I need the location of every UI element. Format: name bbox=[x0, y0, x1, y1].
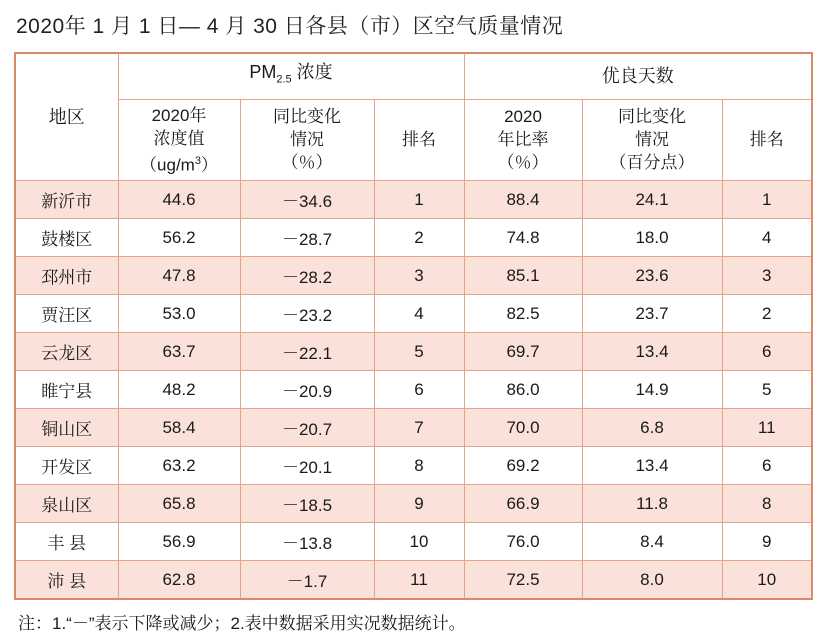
row-pm25-value: 63.7 bbox=[118, 333, 240, 371]
table-row bbox=[15, 561, 812, 600]
row-pm25-rank: 10 bbox=[374, 523, 464, 561]
header-pm25-value-line2: 浓度值 bbox=[153, 128, 205, 148]
table-row bbox=[15, 523, 812, 561]
table-row bbox=[15, 257, 812, 295]
row-days-rank: 1 bbox=[722, 181, 812, 219]
table-note: 注：1.“－”表示下降或减少；2.表中数据采用实况数据统计。 bbox=[18, 614, 466, 634]
table-row bbox=[15, 485, 812, 523]
row-pm25-value: 47.8 bbox=[118, 257, 240, 295]
row-days-rank: 4 bbox=[722, 219, 812, 257]
header-group-pm25-prefix: PM bbox=[249, 62, 277, 82]
table-header-group-row bbox=[15, 53, 812, 99]
header-group-pm25-suffix: 浓度 bbox=[291, 62, 333, 82]
header-pm25-unit-suffix: ） bbox=[200, 155, 218, 175]
header-group-good-days: 优良天数 bbox=[464, 53, 812, 99]
row-pm25-rank: 9 bbox=[374, 485, 464, 523]
row-pm25-value: 58.4 bbox=[118, 409, 240, 447]
row-days-rank: 11 bbox=[722, 409, 812, 447]
header-group-pm25-subscript: 2.5 bbox=[276, 73, 292, 86]
header-pm25-value-line1: 2020年 bbox=[151, 105, 207, 125]
row-pm25-change: －20.1 bbox=[240, 447, 374, 485]
row-region: 泉山区 bbox=[15, 485, 118, 523]
header-pm25-unit-prefix: （ug/m bbox=[140, 155, 195, 175]
row-days-change: 8.0 bbox=[582, 561, 722, 600]
row-region: 开发区 bbox=[15, 447, 118, 485]
header-pm25-value bbox=[118, 99, 240, 181]
row-region: 云龙区 bbox=[15, 333, 118, 371]
row-pm25-rank: 3 bbox=[374, 257, 464, 295]
row-pm25-change: －1.7 bbox=[240, 561, 374, 600]
header-pm25-unit-superscript: 3 bbox=[194, 154, 201, 167]
row-pm25-value: 63.2 bbox=[118, 447, 240, 485]
row-days-rate: 70.0 bbox=[464, 409, 582, 447]
row-pm25-change: －34.6 bbox=[240, 181, 374, 219]
row-days-rank: 3 bbox=[722, 257, 812, 295]
table-row bbox=[15, 181, 812, 219]
row-days-rate: 69.7 bbox=[464, 333, 582, 371]
row-days-rank: 8 bbox=[722, 485, 812, 523]
row-pm25-rank: 2 bbox=[374, 219, 464, 257]
header-days-rate bbox=[464, 99, 582, 181]
row-days-rank: 10 bbox=[722, 561, 812, 600]
row-pm25-change: －18.5 bbox=[240, 485, 374, 523]
row-pm25-rank: 4 bbox=[374, 295, 464, 333]
row-days-rate: 85.1 bbox=[464, 257, 582, 295]
row-pm25-change: －20.9 bbox=[240, 371, 374, 409]
header-pm25-change-line2: 情况 bbox=[290, 130, 324, 150]
row-days-rank: 6 bbox=[722, 447, 812, 485]
row-region: 新沂市 bbox=[15, 181, 118, 219]
header-region: 地区 bbox=[15, 53, 118, 181]
row-days-change: 13.4 bbox=[582, 447, 722, 485]
header-days-rank: 排名 bbox=[722, 99, 812, 181]
row-pm25-rank: 8 bbox=[374, 447, 464, 485]
row-days-change: 18.0 bbox=[582, 219, 722, 257]
header-days-rate-line2: 年比率 bbox=[497, 130, 549, 150]
row-days-rate: 76.0 bbox=[464, 523, 582, 561]
row-pm25-change: －28.7 bbox=[240, 219, 374, 257]
row-days-change: 23.6 bbox=[582, 257, 722, 295]
row-pm25-change: －20.7 bbox=[240, 409, 374, 447]
page-title: 2020年 1 月 1 日— 4 月 30 日各县（市）区空气质量情况 bbox=[16, 15, 564, 38]
header-pm25-rank: 排名 bbox=[374, 99, 464, 181]
row-days-rate: 74.8 bbox=[464, 219, 582, 257]
row-days-rate: 86.0 bbox=[464, 371, 582, 409]
table-row bbox=[15, 295, 812, 333]
air-quality-table bbox=[14, 52, 813, 600]
row-days-rate: 69.2 bbox=[464, 447, 582, 485]
row-pm25-rank: 7 bbox=[374, 409, 464, 447]
row-pm25-value: 53.0 bbox=[118, 295, 240, 333]
row-pm25-value: 62.8 bbox=[118, 561, 240, 600]
row-days-change: 23.7 bbox=[582, 295, 722, 333]
row-days-rate: 82.5 bbox=[464, 295, 582, 333]
row-pm25-change: －23.2 bbox=[240, 295, 374, 333]
row-pm25-rank: 5 bbox=[374, 333, 464, 371]
row-days-change: 24.1 bbox=[582, 181, 722, 219]
row-region: 贾汪区 bbox=[15, 295, 118, 333]
row-days-change: 6.8 bbox=[582, 409, 722, 447]
row-pm25-value: 48.2 bbox=[118, 371, 240, 409]
header-days-change-line3: （百分点） bbox=[609, 153, 695, 173]
table-header-sub-row bbox=[15, 99, 812, 181]
header-days-rate-line3: （％） bbox=[497, 153, 549, 173]
table-row bbox=[15, 333, 812, 371]
row-days-change: 13.4 bbox=[582, 333, 722, 371]
row-pm25-value: 65.8 bbox=[118, 485, 240, 523]
row-region: 铜山区 bbox=[15, 409, 118, 447]
row-days-rate: 88.4 bbox=[464, 181, 582, 219]
row-days-change: 14.9 bbox=[582, 371, 722, 409]
row-days-rank: 2 bbox=[722, 295, 812, 333]
header-pm25-change-line1: 同比变化 bbox=[273, 107, 341, 127]
row-pm25-rank: 1 bbox=[374, 181, 464, 219]
row-pm25-value: 44.6 bbox=[118, 181, 240, 219]
row-pm25-value: 56.2 bbox=[118, 219, 240, 257]
row-days-rank: 5 bbox=[722, 371, 812, 409]
header-pm25-change-line3: （％） bbox=[281, 153, 333, 173]
row-pm25-change: －28.2 bbox=[240, 257, 374, 295]
row-pm25-rank: 11 bbox=[374, 561, 464, 600]
row-pm25-change: －13.8 bbox=[240, 523, 374, 561]
header-days-change-line2: 情况 bbox=[635, 130, 669, 150]
row-pm25-change: －22.1 bbox=[240, 333, 374, 371]
header-pm25-change bbox=[240, 99, 374, 181]
row-days-rank: 6 bbox=[722, 333, 812, 371]
table-row bbox=[15, 371, 812, 409]
table-header bbox=[15, 53, 812, 181]
row-days-rank: 9 bbox=[722, 523, 812, 561]
header-days-change bbox=[582, 99, 722, 181]
header-pm25-value-line3 bbox=[121, 150, 238, 177]
table-row bbox=[15, 219, 812, 257]
header-days-rate-line1: 2020 bbox=[504, 107, 542, 127]
row-days-rate: 66.9 bbox=[464, 485, 582, 523]
header-days-change-line1: 同比变化 bbox=[618, 107, 686, 127]
row-region: 鼓楼区 bbox=[15, 219, 118, 257]
table-body bbox=[15, 181, 812, 600]
header-group-pm25 bbox=[118, 53, 464, 99]
row-pm25-value: 56.9 bbox=[118, 523, 240, 561]
row-days-change: 11.8 bbox=[582, 485, 722, 523]
table-row bbox=[15, 409, 812, 447]
row-region: 睢宁县 bbox=[15, 371, 118, 409]
row-region: 沛 县 bbox=[15, 561, 118, 600]
row-days-rate: 72.5 bbox=[464, 561, 582, 600]
row-days-change: 8.4 bbox=[582, 523, 722, 561]
row-region: 丰 县 bbox=[15, 523, 118, 561]
table-row bbox=[15, 447, 812, 485]
row-pm25-rank: 6 bbox=[374, 371, 464, 409]
row-region: 邳州市 bbox=[15, 257, 118, 295]
